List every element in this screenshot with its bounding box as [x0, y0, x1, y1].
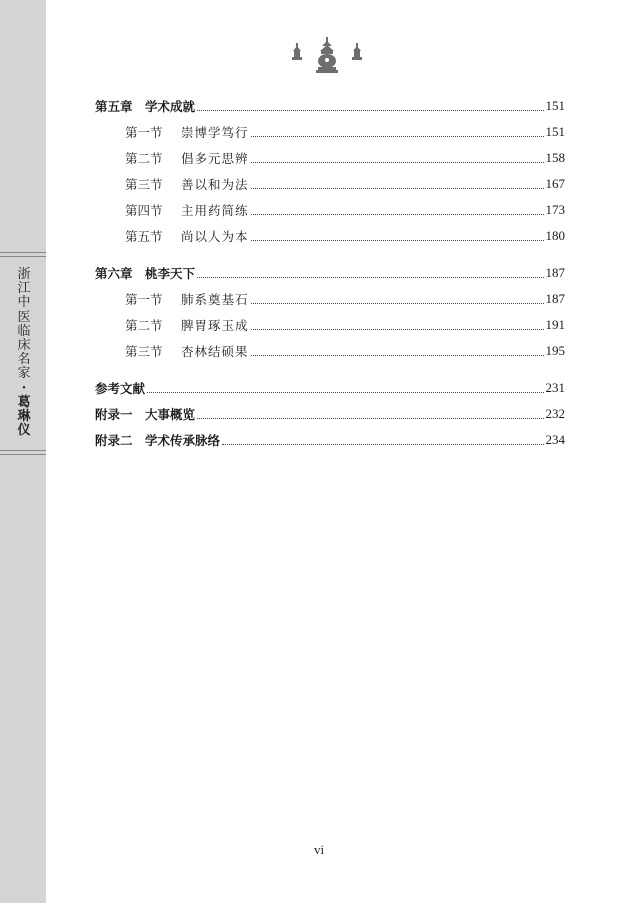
toc-section-entry[interactable]: [95, 338, 565, 364]
toc-chapter-entry[interactable]: [95, 427, 565, 453]
toc-chapter-entry[interactable]: [95, 375, 565, 401]
series-char: 江: [17, 281, 31, 297]
toc-section-entry[interactable]: [95, 145, 565, 171]
toc-gap: [95, 364, 565, 375]
toc-section-title: 尚以人为本: [181, 229, 249, 244]
author-char: 仪: [17, 423, 31, 439]
toc-section-number: 第一节: [125, 292, 163, 307]
toc-section-title: 肺系奠基石: [181, 292, 249, 307]
toc-page-number: 158: [545, 150, 565, 165]
side-divider-bottom: [0, 450, 46, 451]
dot-leader: [147, 392, 543, 393]
toc-page-number: 195: [545, 343, 565, 358]
side-divider-top: [0, 252, 46, 253]
dot-leader: [251, 355, 544, 356]
toc-section-title: 主用药简练: [181, 203, 249, 218]
toc-page-number: 234: [545, 432, 565, 447]
toc-section-label: [125, 290, 249, 308]
side-band: [0, 0, 46, 903]
toc-page-number: 187: [545, 291, 565, 306]
dot-leader: [251, 188, 544, 189]
toc-section-number: 第三节: [125, 344, 163, 359]
toc-page-number: 232: [545, 406, 565, 421]
dot-leader: [197, 110, 543, 111]
toc-section-number: 第二节: [125, 151, 163, 166]
dot-leader: [251, 240, 544, 241]
dot-leader: [197, 418, 543, 419]
toc-section-label: [125, 123, 249, 141]
side-divider-bottom-2: [0, 454, 46, 455]
series-char: 临: [17, 323, 31, 339]
toc-section-number: 第一节: [125, 125, 163, 140]
toc-section-entry[interactable]: [95, 312, 565, 338]
series-char: 家: [17, 366, 31, 382]
toc-section-entry[interactable]: [95, 171, 565, 197]
table-of-contents: [95, 93, 565, 453]
toc-section-title: 脾胃琢玉成: [181, 318, 249, 333]
series-char: 中: [17, 295, 31, 311]
dot-leader: [251, 162, 544, 163]
book-series-title: [14, 268, 34, 438]
toc-section-label: [125, 175, 249, 193]
toc-chapter-title: 参考文献: [95, 381, 146, 396]
dot-leader: [251, 303, 544, 304]
toc-section-entry[interactable]: [95, 197, 565, 223]
page-number: vi: [313, 842, 325, 857]
toc-section-title: 杏林结硕果: [181, 344, 249, 359]
toc-page-number: 231: [545, 380, 565, 395]
toc-section-label: [125, 149, 249, 167]
toc-section-title: 倡多元思辨: [181, 151, 249, 166]
toc-section-label: [125, 342, 249, 360]
dot-leader: [197, 277, 543, 278]
pagoda-ornament-icon: [287, 37, 367, 77]
title-separator: ·: [21, 380, 27, 396]
toc-section-number: 第五节: [125, 229, 163, 244]
series-char: 医: [17, 309, 31, 325]
toc-section-title: 善以和为法: [181, 177, 249, 192]
series-char: 名: [17, 352, 31, 368]
toc-chapter-entry[interactable]: [95, 401, 565, 427]
toc-chapter-title: 第五章 学术成就: [95, 99, 196, 114]
toc-chapter-entry[interactable]: [95, 260, 565, 286]
side-divider-top-2: [0, 256, 46, 257]
toc-section-number: 第四节: [125, 203, 163, 218]
series-char: 浙: [17, 267, 31, 282]
dot-leader: [251, 136, 544, 137]
toc-page-number: 187: [545, 265, 565, 280]
toc-page-number: 167: [545, 176, 565, 191]
toc-page-number: 173: [545, 202, 565, 217]
toc-section-label: [125, 201, 249, 219]
toc-section-title: 崇博学笃行: [181, 125, 249, 140]
toc-section-entry[interactable]: [95, 286, 565, 312]
dot-leader: [222, 444, 543, 445]
toc-chapter-title: 附录一 大事概览: [95, 407, 196, 422]
dot-leader: [251, 329, 544, 330]
toc-page-number: 191: [545, 317, 565, 332]
toc-section-label: [125, 316, 249, 334]
toc-gap: [95, 249, 565, 260]
author-char: 琳: [17, 409, 31, 425]
series-char: 床: [17, 338, 31, 354]
toc-page-number: 151: [545, 98, 565, 113]
toc-section-number: 第三节: [125, 177, 163, 192]
toc-section-entry[interactable]: [95, 223, 565, 249]
toc-section-entry[interactable]: [95, 119, 565, 145]
toc-chapter-entry[interactable]: [95, 93, 565, 119]
toc-chapter-title: 附录二 学术传承脉络: [95, 433, 221, 448]
toc-page-number: 180: [545, 228, 565, 243]
toc-section-number: 第二节: [125, 318, 163, 333]
toc-section-label: [125, 227, 249, 245]
dot-leader: [251, 214, 544, 215]
author-char: 葛: [17, 394, 31, 410]
toc-page-number: 151: [545, 124, 565, 139]
toc-chapter-title: 第六章 桃李天下: [95, 266, 196, 281]
